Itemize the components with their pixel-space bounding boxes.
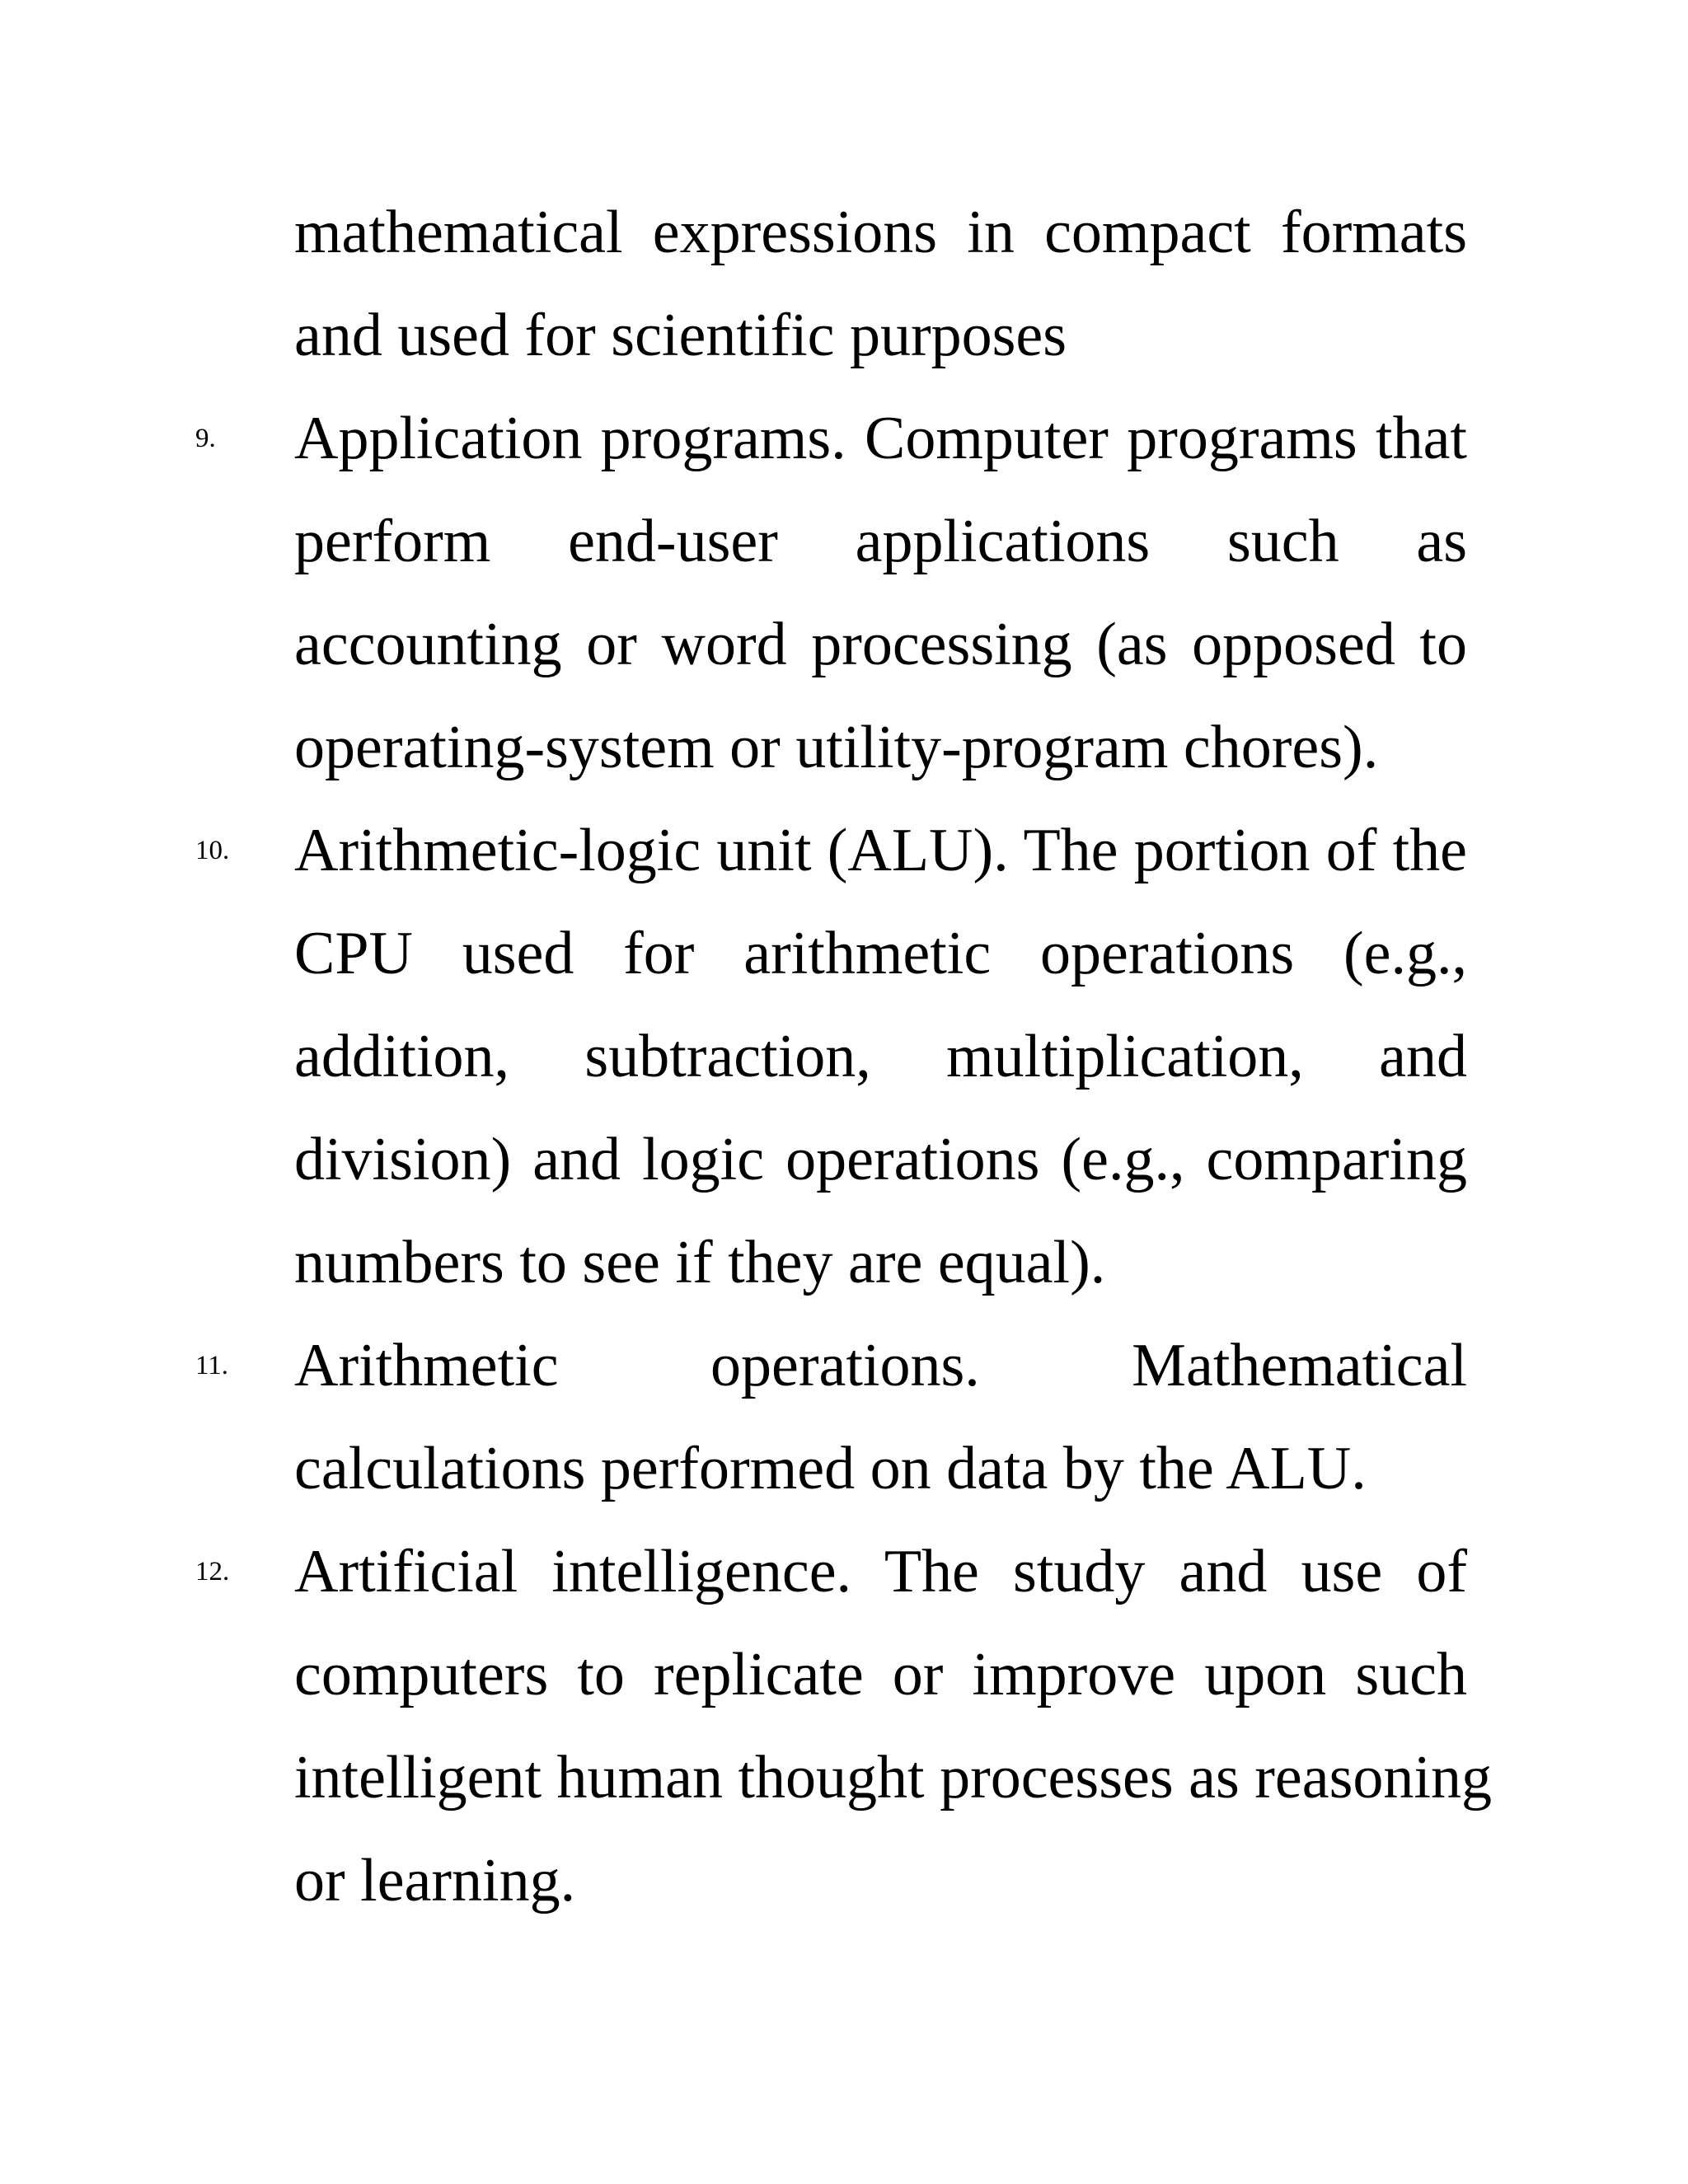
entry-number: 12. (195, 1557, 230, 1586)
entry-line: CPU used for arithmetic operations (e.g., (294, 920, 1467, 987)
entry-line: division) and logic operations (e.g., comparing (294, 1126, 1467, 1193)
entry-line: Arithmetic operations. Mathematical (294, 1332, 1467, 1399)
entry-line: accounting or word processing (as opposed to (294, 611, 1467, 678)
entry-line: or learning. (294, 1847, 576, 1915)
entry-number: 10. (195, 836, 230, 865)
entry-line: addition, subtraction, multiplication, and (294, 1023, 1467, 1090)
entry-line: calculations performed on data by the ALU. (294, 1435, 1367, 1502)
entry-line: intelligent human thought processes as reasoning (294, 1744, 1492, 1811)
entry-line: Artificial intelligence. The study and use of (294, 1538, 1467, 1605)
entry-line: computers to replicate or improve upon such (294, 1641, 1467, 1708)
entry-number: 11. (195, 1351, 229, 1380)
entry-line: Arithmetic-logic unit (ALU). The portion of the (294, 817, 1467, 884)
entry-line: Application programs. Computer programs that (294, 405, 1467, 472)
continuation-line: and used for scientific purposes (294, 302, 1067, 369)
entry-number: 9. (195, 424, 216, 453)
entry-line: perform end-user applications such as (294, 508, 1467, 575)
continuation-line: mathematical expressions in compact formats (294, 199, 1467, 266)
entry-line: operating-system or utility-program chores). (294, 714, 1379, 781)
entry-line: numbers to see if they are equal). (294, 1229, 1106, 1296)
